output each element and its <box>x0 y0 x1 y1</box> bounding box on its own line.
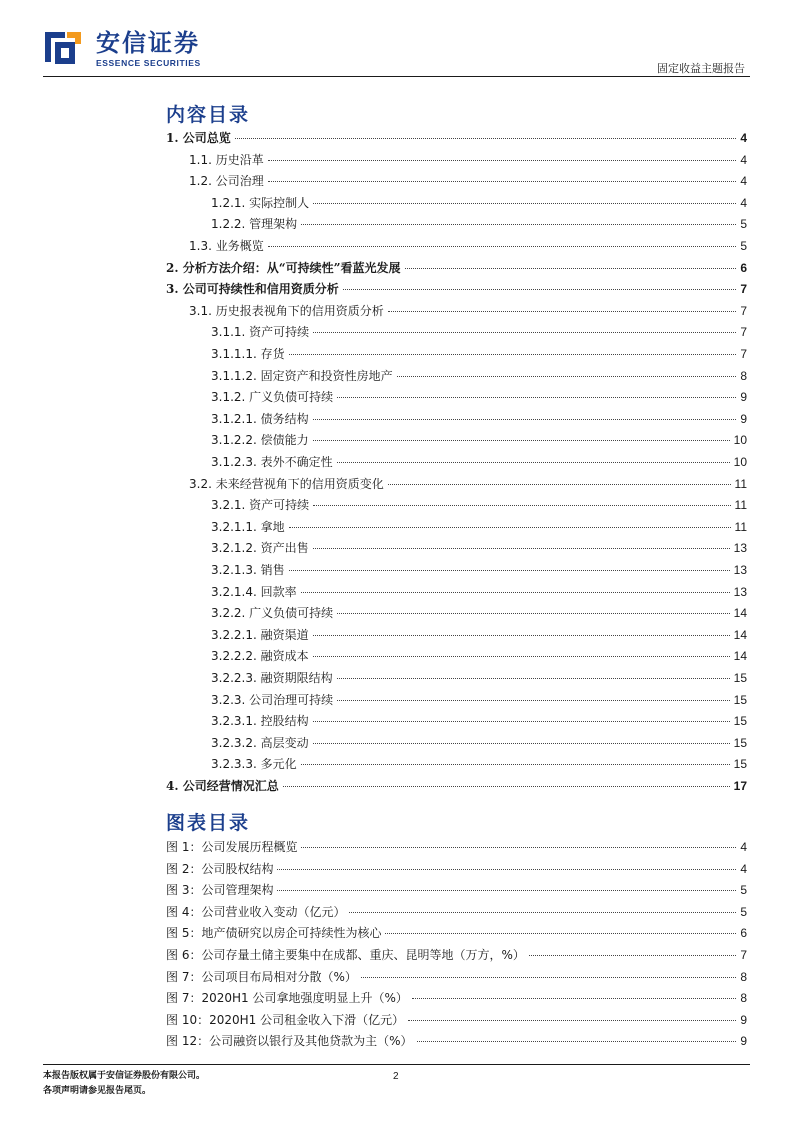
toc-entry[interactable] <box>211 453 747 475</box>
dot-leader <box>397 376 737 377</box>
dot-leader <box>313 635 730 636</box>
disclaimer-note: 各项声明请参见报告尾页。 <box>43 1086 152 1096</box>
toc-entry-page: 15 <box>733 714 747 729</box>
toc-entry-label: 3.1.1.1. 存货 <box>211 347 285 361</box>
toc-entry-page: 13 <box>733 541 747 556</box>
toc-entry-page: 4 <box>740 195 747 210</box>
dot-leader <box>301 764 730 765</box>
toc-entry-label: 1.2.2. 管理架构 <box>211 217 298 232</box>
figure-entry[interactable] <box>166 1011 747 1033</box>
logo-english-name: ESSENCE SECURITIES <box>96 58 201 68</box>
dot-leader <box>313 332 736 333</box>
dot-leader <box>337 462 730 463</box>
toc-entry-page: 7 <box>740 282 747 297</box>
toc-entry-label: 4. 公司经营情况汇总 <box>166 779 279 793</box>
toc-entry[interactable] <box>166 280 747 302</box>
toc-entry[interactable] <box>211 755 747 777</box>
toc-entry-label: 3.2. 未来经营视角下的信用资质变化 <box>189 476 384 491</box>
figure-entry[interactable] <box>166 881 747 903</box>
figures-title: 图表目录 <box>166 812 251 834</box>
toc-entry[interactable] <box>189 475 747 497</box>
dot-leader <box>313 440 730 441</box>
toc-entry[interactable] <box>211 215 747 237</box>
dot-leader <box>235 138 737 139</box>
figure-entry-label: 图 5：地产债研究以房企可持续性为核心 <box>166 926 382 941</box>
dot-leader <box>313 203 736 204</box>
figure-entry-label: 图 7：2020H1 公司拿地强度明显上升（%） <box>166 991 408 1006</box>
toc-entry-label: 3.1.2.1. 债务结构 <box>211 411 309 426</box>
toc-entry[interactable] <box>211 669 747 691</box>
logo-mark-icon <box>43 28 83 68</box>
toc-entry[interactable] <box>211 496 747 518</box>
toc-entry-page: 6 <box>740 260 747 275</box>
toc-entry-page: 17 <box>733 779 747 793</box>
dot-leader <box>349 912 736 913</box>
dot-leader <box>412 998 736 999</box>
toc-entry-label: 3. 公司可持续性和信用资质分析 <box>166 282 339 297</box>
dot-leader <box>529 955 736 956</box>
toc-entry-page: 4 <box>740 152 747 167</box>
toc-entry-label: 1.2. 公司治理 <box>189 174 264 189</box>
toc-entry-page: 8 <box>740 368 747 383</box>
toc-entry[interactable] <box>211 712 747 734</box>
dot-leader <box>277 869 736 870</box>
toc-entry[interactable] <box>211 345 747 367</box>
toc-entry-page: 11 <box>734 498 747 513</box>
toc-entry-label: 3.1.2.3. 表外不确定性 <box>211 455 333 469</box>
toc-entry-label: 3.2.3.1. 控股结构 <box>211 714 309 729</box>
toc-entry-page: 7 <box>740 347 747 361</box>
dot-leader <box>268 181 737 182</box>
toc-entry-label: 3.2.1.1. 拿地 <box>211 519 285 534</box>
toc-entry-page: 9 <box>740 411 747 426</box>
dot-leader <box>313 743 730 744</box>
toc-entry-label: 3.2.1.4. 回款率 <box>211 584 297 599</box>
toc-entry[interactable] <box>211 410 747 432</box>
figure-entry-page: 5 <box>740 904 747 919</box>
toc-entry[interactable] <box>211 194 747 216</box>
figure-entry-label: 图 10：2020H1 公司租金收入下滑（亿元） <box>166 1012 405 1027</box>
figure-entry-page: 7 <box>740 948 747 962</box>
dot-leader <box>301 592 730 593</box>
figure-entry[interactable] <box>166 968 747 990</box>
page-header <box>0 0 793 80</box>
toc-entry-label: 3.2.1. 资产可持续 <box>211 498 310 513</box>
toc-entry-page: 15 <box>733 735 747 750</box>
toc-entry[interactable] <box>211 431 747 453</box>
toc-entry-label: 3.1.2.2. 偿债能力 <box>211 433 309 448</box>
toc-entry-label: 3.2.3. 公司治理可持续 <box>211 692 334 707</box>
toc-entry[interactable] <box>211 388 747 410</box>
figure-entry-page: 5 <box>740 883 747 898</box>
dot-leader <box>343 289 737 290</box>
dot-leader <box>388 311 737 312</box>
dot-leader <box>337 700 729 701</box>
toc-entry-label: 3.1.1. 资产可持续 <box>211 325 310 340</box>
figure-entry-label: 图 1：公司发展历程概览 <box>166 840 298 854</box>
toc-entry-page: 13 <box>733 584 747 599</box>
toc-entry[interactable] <box>189 172 747 194</box>
dot-leader <box>313 505 730 506</box>
figure-entry[interactable] <box>166 946 747 968</box>
toc-entry-label: 3.2.1.3. 销售 <box>211 563 285 577</box>
toc-entry[interactable] <box>211 647 747 669</box>
dot-leader <box>289 354 737 355</box>
copyright-note: 本报告版权属于安信证券股份有限公司。 <box>43 1071 206 1081</box>
figure-entry-label: 图 7：公司项目布局相对分散（%） <box>166 969 357 984</box>
toc-entry-label: 3.2.2.1. 融资渠道 <box>211 627 309 642</box>
toc-entry-page: 13 <box>733 563 747 577</box>
toc-entry[interactable] <box>211 323 747 345</box>
toc-entry-label: 3.1.2. 广义负债可持续 <box>211 390 334 405</box>
dot-leader <box>313 721 730 722</box>
logo-chinese-name: 安信证券 <box>96 29 200 57</box>
toc-entry[interactable] <box>211 583 747 605</box>
toc-entry-label: 3.1. 历史报表视角下的信用资质分析 <box>189 303 384 318</box>
toc-entry-page: 15 <box>733 757 747 772</box>
toc-entry-page: 11 <box>734 519 747 534</box>
figure-entry[interactable] <box>166 860 747 882</box>
figure-entry[interactable] <box>166 838 747 860</box>
toc-entry-label: 3.2.2. 广义负债可持续 <box>211 606 334 621</box>
dot-leader <box>337 397 736 398</box>
dot-leader <box>283 786 730 787</box>
toc-entry[interactable] <box>189 237 747 259</box>
toc-entry[interactable] <box>211 691 747 713</box>
toc-entry-label: 3.2.2.3. 融资期限结构 <box>211 671 333 685</box>
dot-leader <box>268 246 737 247</box>
dot-leader <box>289 527 731 528</box>
figure-entry-label: 图 4：公司营业收入变动（亿元） <box>166 904 346 919</box>
toc-entry-page: 5 <box>740 239 747 253</box>
figure-entry-page: 9 <box>740 1012 747 1027</box>
toc-entry[interactable] <box>189 151 747 173</box>
dot-leader <box>408 1020 736 1021</box>
toc-entry-label: 3.2.3.2. 高层变动 <box>211 735 309 750</box>
company-logo <box>43 28 203 72</box>
toc-entry-page: 4 <box>740 174 747 189</box>
toc-entry-page: 15 <box>733 692 747 707</box>
figure-entry-label: 图 6：公司存量土储主要集中在成都、重庆、昆明等地（万方，%） <box>166 948 525 962</box>
toc-entry-label: 3.2.2.2. 融资成本 <box>211 649 309 664</box>
toc-entry[interactable] <box>211 367 747 389</box>
figure-entry-page: 8 <box>740 991 747 1006</box>
figure-entry-page: 9 <box>740 1034 747 1049</box>
dot-leader <box>405 268 737 269</box>
toc-entry-page: 15 <box>733 671 747 685</box>
toc-entry-label: 1.3. 业务概览 <box>189 239 264 253</box>
toc-entry-label: 2. 分析方法介绍：从“可持续性”看蓝光发展 <box>166 260 401 275</box>
dot-leader <box>301 224 736 225</box>
toc-entry[interactable] <box>211 734 747 756</box>
toc-entry-label: 3.2.1.2. 资产出售 <box>211 541 309 556</box>
dot-leader <box>313 656 730 657</box>
dot-leader <box>337 678 730 679</box>
toc-entry-page: 14 <box>733 627 747 642</box>
toc-entry[interactable] <box>211 518 747 540</box>
toc-entry-label: 3.1.1.2. 固定资产和投资性房地产 <box>211 368 393 383</box>
dot-leader <box>277 890 736 891</box>
header-divider <box>43 76 750 77</box>
dot-leader <box>385 933 736 934</box>
figure-entry[interactable] <box>166 1032 747 1054</box>
figure-entry-label: 图 12：公司融资以银行及其他贷款为主（%） <box>166 1034 413 1049</box>
toc-entry[interactable] <box>211 604 747 626</box>
figure-entry[interactable] <box>166 924 747 946</box>
figure-entry-page: 8 <box>740 969 747 984</box>
dot-leader <box>313 419 737 420</box>
report-type-label: 固定收益主题报告 <box>657 62 745 75</box>
dot-leader <box>417 1041 737 1042</box>
toc-entry-label: 1. 公司总览 <box>166 131 231 145</box>
toc-entry-page: 7 <box>740 325 747 340</box>
toc-entry-label: 1.1. 历史沿革 <box>189 152 264 167</box>
toc-entry-label: 1.2.1. 实际控制人 <box>211 195 310 210</box>
figure-entry[interactable] <box>166 989 747 1011</box>
toc-entry-page: 7 <box>740 303 747 318</box>
toc-entry[interactable] <box>166 129 747 151</box>
dot-leader <box>313 548 730 549</box>
toc-entry[interactable] <box>211 561 747 583</box>
toc-entry-page: 14 <box>733 606 747 621</box>
toc-entry[interactable] <box>166 777 747 799</box>
toc-entry[interactable] <box>211 626 747 648</box>
toc-title: 内容目录 <box>166 104 251 126</box>
toc-entry[interactable] <box>166 259 747 281</box>
dot-leader <box>289 570 730 571</box>
toc-entry-page: 10 <box>733 455 747 469</box>
toc-entry-label: 3.2.3.3. 多元化 <box>211 757 297 772</box>
figure-entry-label: 图 2：公司股权结构 <box>166 861 274 876</box>
dot-leader <box>388 484 731 485</box>
figure-entry-label: 图 3：公司管理架构 <box>166 883 274 898</box>
figure-entry-page: 4 <box>740 861 747 876</box>
footer-divider <box>43 1064 750 1065</box>
page-number: 2 <box>393 1071 399 1082</box>
figure-entry-page: 4 <box>740 840 747 854</box>
dot-leader <box>361 977 736 978</box>
figure-entry[interactable] <box>166 903 747 925</box>
toc-entry[interactable] <box>189 302 747 324</box>
figure-entry-page: 6 <box>740 926 747 941</box>
dot-leader <box>268 160 737 161</box>
dot-leader <box>301 847 736 848</box>
toc-entry-page: 11 <box>734 476 747 491</box>
dot-leader <box>337 613 729 614</box>
toc-entry-page: 9 <box>740 390 747 405</box>
toc-entry-page: 4 <box>740 131 747 145</box>
toc-entry[interactable] <box>211 539 747 561</box>
toc-entry-page: 5 <box>740 217 747 232</box>
toc-entry-page: 14 <box>733 649 747 664</box>
toc-entry-page: 10 <box>733 433 747 448</box>
